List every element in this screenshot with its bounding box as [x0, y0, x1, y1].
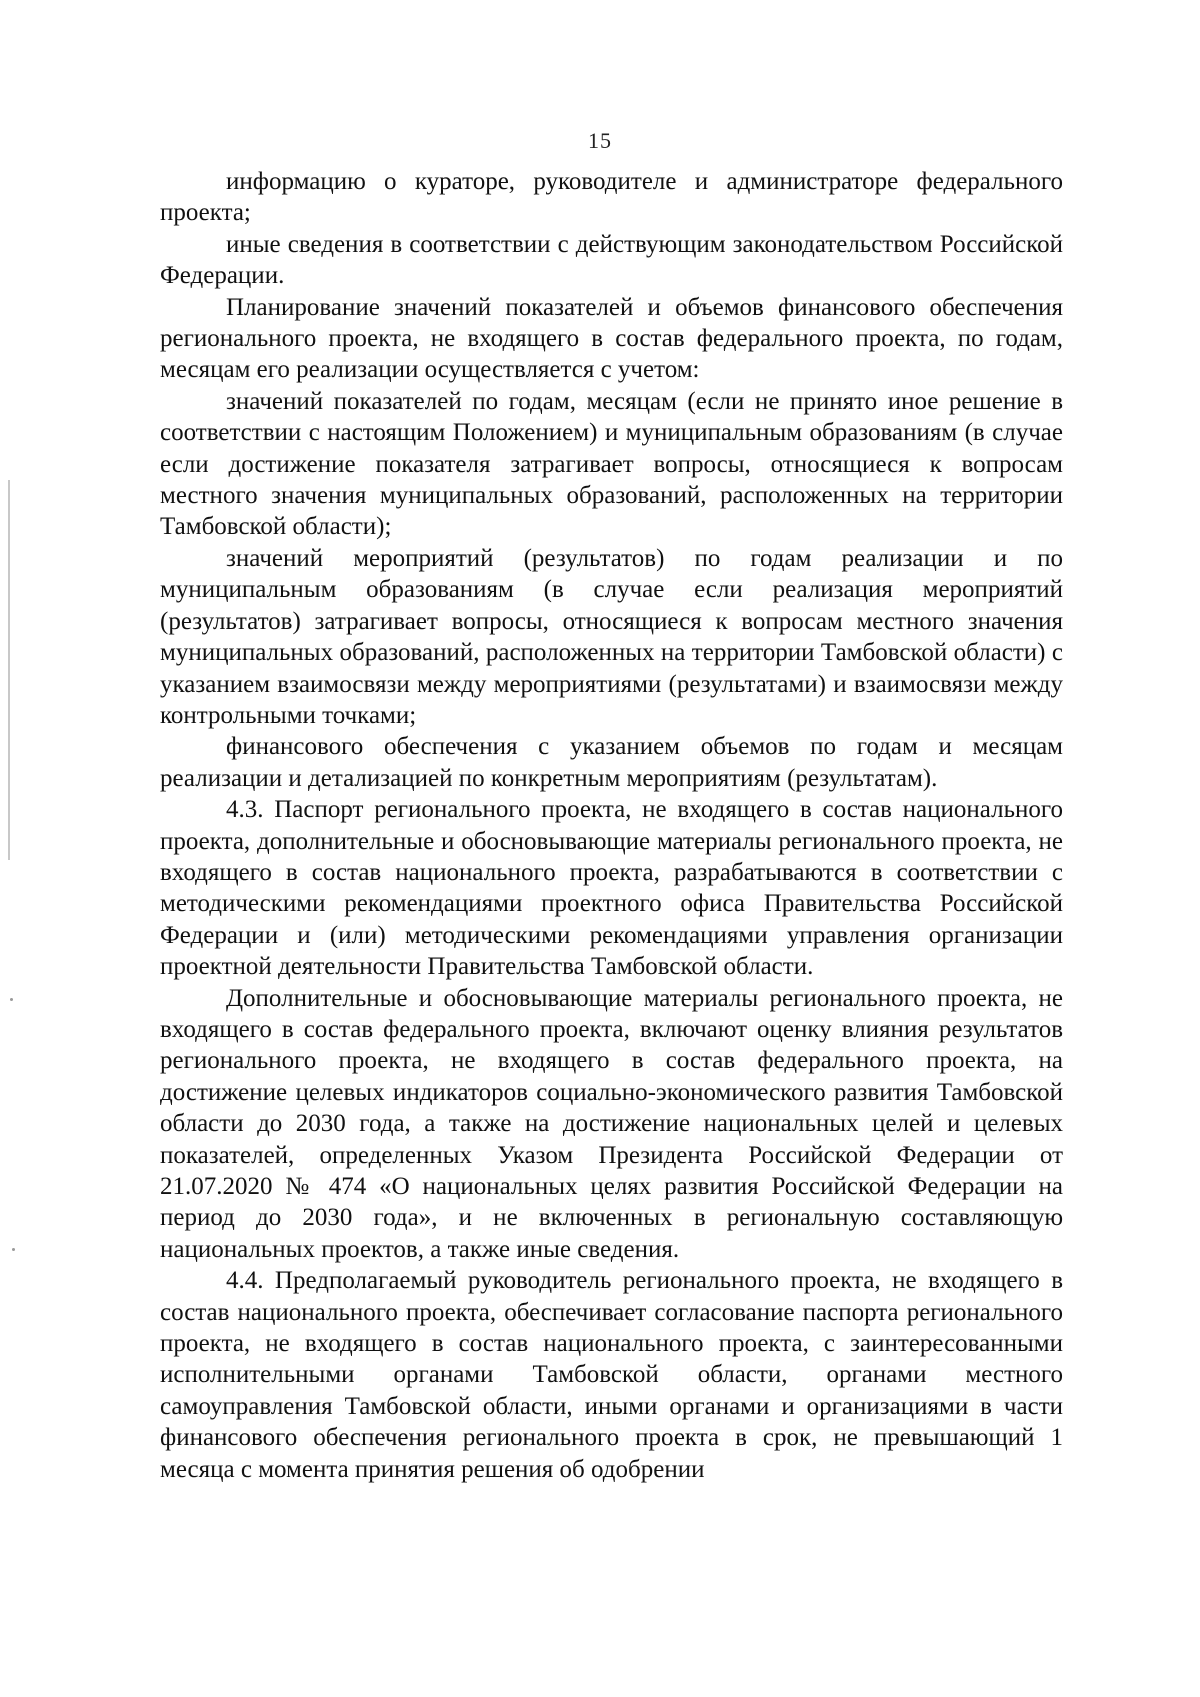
paragraph-section-4-4: 4.4. Предполагаемый руководитель регионального проекта, не входящего в состав национального проекта, обеспечивает согласование паспорта регионального проекта, не входящего в состав национального проекта, с заинтересованными исполнительными органами Тамбовской области, органами местного самоуправления Тамбовской области, иными органами и организациями в части финансового обеспечения регионального проекта в срок, не превышающий 1 месяца с момента принятия решения об одобрении [160, 1267, 1063, 1483]
scan-dot [10, 998, 13, 1001]
paragraph: иные сведения в соответствии с действующим законодательством Российской Федерации. [160, 230, 1063, 290]
paragraph: Планирование значений показателей и объемов финансового обеспечения регионального проекта, не входящего в состав федерального проекта, по годам, месяцам его реализации осуществляется с учетом: [160, 293, 1063, 384]
scan-edge-mark [8, 480, 10, 860]
paragraph: значений показателей по годам, месяцам (если не принято иное решение в соответствии с настоящим Положением) и муниципальным образованиям (в случае если достижение показателя затрагивает вопросы, относящиеся к вопросам местного значения муниципальных образований, расположенных на территории Тамбовской области); [160, 387, 1063, 541]
page-number: 15 [588, 128, 612, 153]
paragraph: финансового обеспечения с указанием объемов по годам и месяцам реализации и детализацией по конкретным мероприятиям (результатам). [160, 733, 1063, 792]
paragraph: информацию о кураторе, руководителе и администраторе федерального проекта; [160, 168, 1063, 227]
paragraph-section-4-3: 4.3. Паспорт регионального проекта, не входящего в состав национального проекта, дополнительные и обосновывающие материалы регионального проекта, не входящего в состав национального проекта, разрабатываются в соответствии с методическими рекомендациями проектного офиса Правительства Российской Федерации и (или) методическими рекомендациями управления организации проектной деятельности Правительства Тамбовской области. [160, 796, 1063, 981]
paragraph: Дополнительные и обосновывающие материалы регионального проекта, не входящего в состав федерального проекта, включают оценку влияния результатов регионального проекта, не входящего в состав федерального проекта, на достижение целевых индикаторов социально-экономического развития Тамбовской области до 2030 года, а также на достижение национальных целей и целевых показателей, определенных Указом Президента Российской Федерации от 21.07.2020 № 474 «О национальных целях развития Российской Федерации на период до 2030 года», и не включенных в региональную составляющую национальных проектов, а также иные сведения. [160, 984, 1063, 1263]
paragraph: значений мероприятий (результатов) по годам реализации и по муниципальным образованиям (в случае если реализация мероприятий (результатов) затрагивает вопросы, относящиеся к вопросам местного значения муниципальных образований, расположенных на территории Тамбовской области) с указанием взаимосвязи между мероприятиями (результатами) и взаимосвязи между контрольными точками; [160, 544, 1063, 729]
scan-dot [12, 1248, 15, 1251]
document-body [160, 166, 1063, 1485]
